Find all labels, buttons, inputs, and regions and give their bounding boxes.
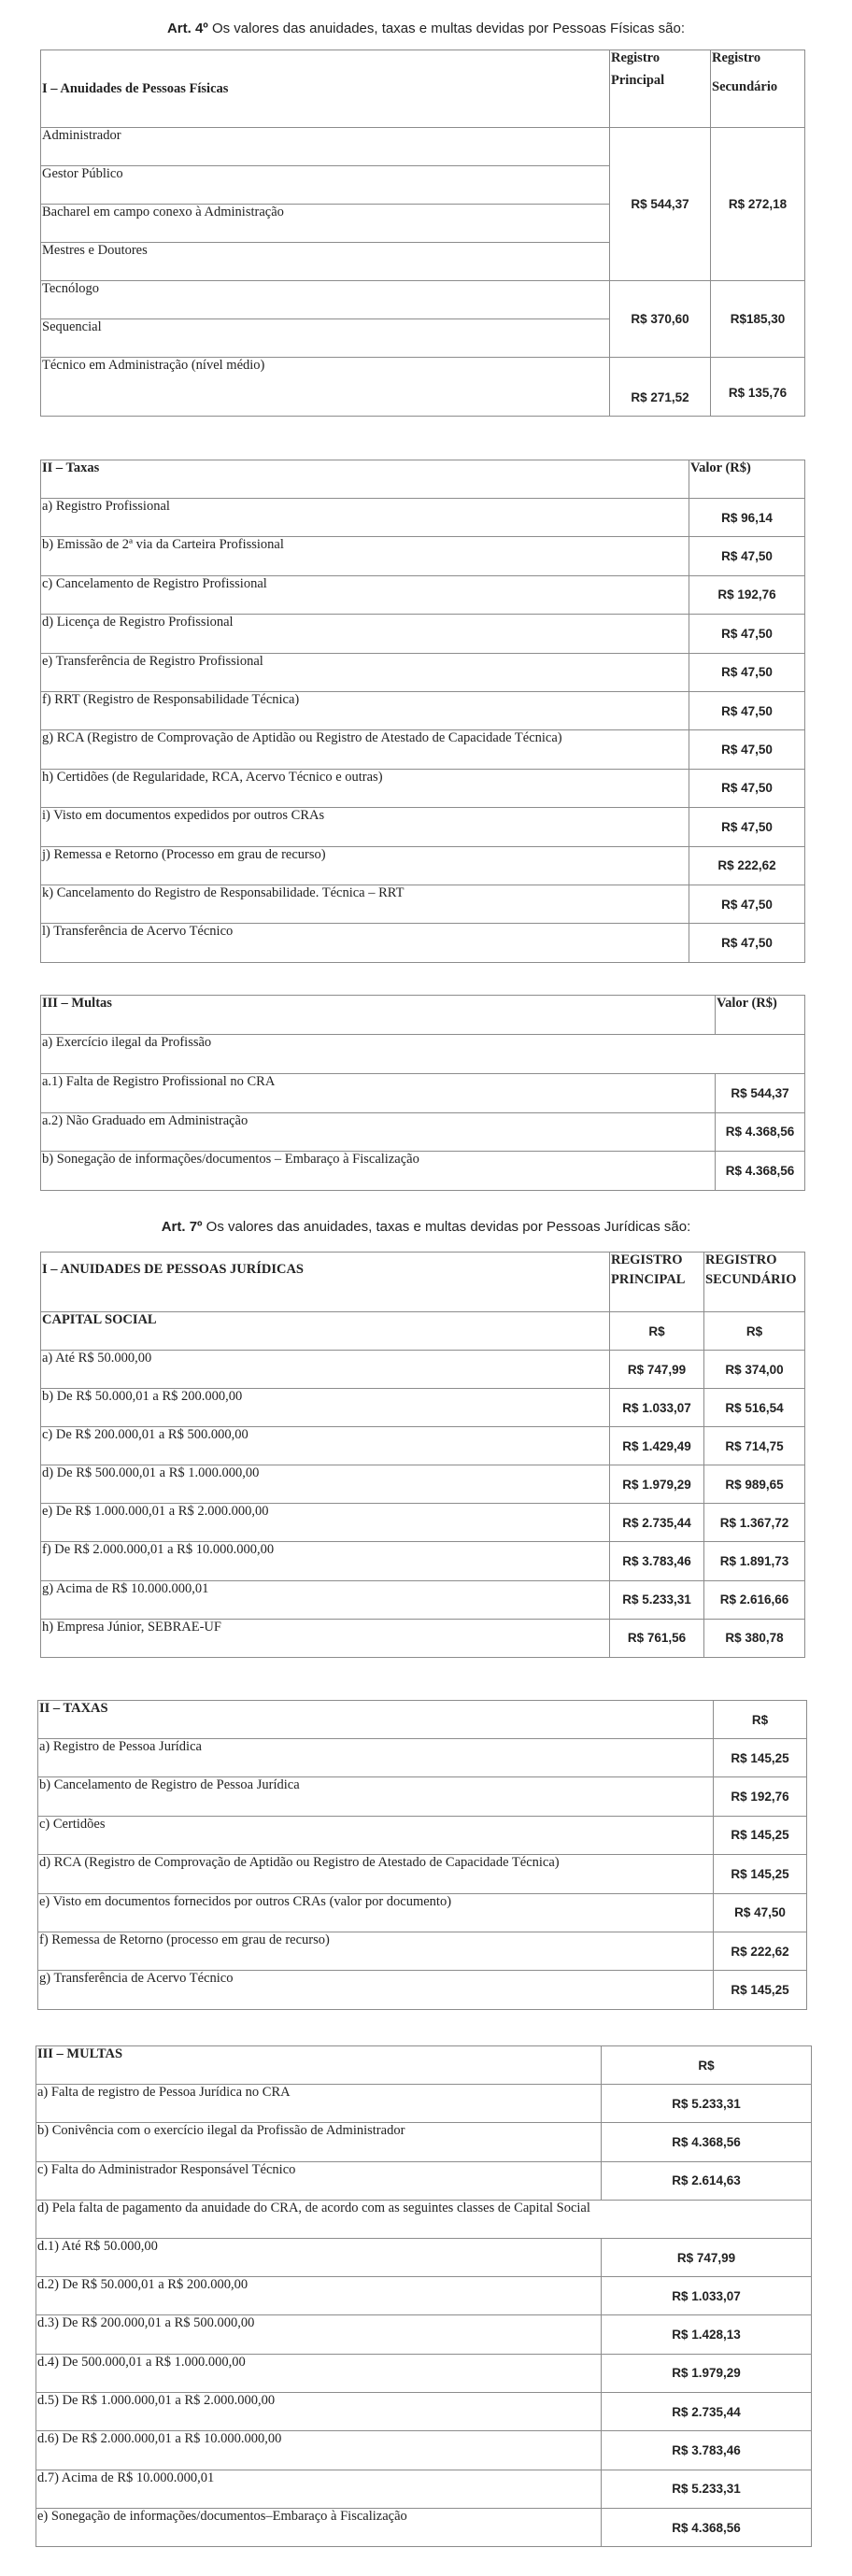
pj-taxa-row-value: R$ 145,25 — [714, 1816, 807, 1854]
pj-anuidade-row — [41, 1580, 805, 1619]
pf-taxa-row-label: l) Transferência de Acervo Técnico — [41, 924, 689, 962]
pj-anuidade-row — [41, 1351, 805, 1389]
pf-taxa-row-label: k) Cancelamento do Registro de Responsabilidade. Técnica – RRT — [41, 885, 689, 923]
pj-taxa-row-value: R$ 145,25 — [714, 1855, 807, 1893]
pf-taxas-table — [40, 460, 805, 963]
pj-anuidade-row-secundario: R$ 1.367,72 — [704, 1504, 805, 1542]
pj-anuidade-row — [41, 1619, 805, 1657]
pf-taxa-row-label: j) Remessa e Retorno (Processo em grau de recurso) — [41, 846, 689, 885]
pj-taxa-row — [38, 1739, 807, 1777]
pj-anuidade-row-label: a) Até R$ 50.000,00 — [41, 1351, 610, 1389]
art7-heading-bold: Art. 7º — [161, 1219, 203, 1235]
pj-taxa-row-label: b) Cancelamento de Registro de Pessoa Jurídica — [38, 1777, 714, 1816]
pj-multa-row — [36, 2315, 812, 2354]
art7-heading — [0, 1219, 852, 1235]
pj-anuidade-row-secundario: R$ 989,65 — [704, 1465, 805, 1504]
pj-anuidade-row-label: e) De R$ 1.000.000,01 a R$ 2.000.000,00 — [41, 1504, 610, 1542]
pf-anuidades-title: I – Anuidades de Pessoas Físicas — [41, 50, 610, 128]
pj-taxa-row-label: a) Registro de Pessoa Jurídica — [38, 1739, 714, 1777]
art4-heading-bold: Art. 4º — [166, 21, 208, 36]
pf-anuidades-col-principal: Registro Principal — [610, 50, 711, 128]
pj-taxas-title: II – TAXAS — [38, 1701, 714, 1739]
pf-anuidade-item: Gestor Público — [41, 166, 610, 205]
pf-taxa-row — [41, 846, 805, 885]
pf-multa-row — [41, 1112, 805, 1152]
pj-anuidade-row-principal: R$ 1.429,49 — [610, 1427, 704, 1465]
pf-taxa-row — [41, 537, 805, 575]
pj-multa-row-label: a) Falta de registro de Pessoa Jurídica no CRA — [36, 2085, 602, 2123]
pj-multa-row-value: R$ 1.428,13 — [602, 2315, 812, 2354]
pf-multa-row-label: b) Sonegação de informações/documentos – Embaraço à Fiscalização — [41, 1152, 716, 1191]
pj-multa-row-label: d.1) Até R$ 50.000,00 — [36, 2238, 602, 2276]
pj-multa-row-value: R$ 2.735,44 — [602, 2393, 812, 2431]
pj-multa-row — [36, 2393, 812, 2431]
pj-anuidade-row — [41, 1504, 805, 1542]
pf-multa-row-value: R$ 4.368,56 — [716, 1152, 805, 1191]
pj-multa-row-value: R$ 747,99 — [602, 2238, 812, 2276]
pj-taxas-value-header: R$ — [714, 1701, 807, 1739]
pj-taxa-row — [38, 1971, 807, 2009]
pf-taxa-row-value: R$ 96,14 — [689, 499, 805, 537]
pj-currency-principal: R$ — [610, 1312, 704, 1351]
pf-taxa-row-label: i) Visto em documentos expedidos por outros CRAs — [41, 808, 689, 846]
pj-taxa-row — [38, 1777, 807, 1816]
pj-multa-row-label: d.4) De 500.000,01 a R$ 1.000.000,00 — [36, 2354, 602, 2392]
pj-multa-row — [36, 2431, 812, 2470]
pf-taxa-row-label: d) Licença de Registro Profissional — [41, 615, 689, 653]
pf-anuidade-item: Administrador — [41, 128, 610, 166]
pf-taxa-row-value: R$ 192,76 — [689, 575, 805, 614]
pf-taxa-row — [41, 575, 805, 614]
pf-multa-row — [41, 1074, 805, 1113]
pf-multas-title: III – Multas — [41, 996, 716, 1035]
pf-anuidade-secundario-value: R$185,30 — [711, 281, 805, 358]
pf-multas-table — [40, 995, 805, 1191]
pj-multa-row-value: R$ 1.979,29 — [602, 2354, 812, 2392]
pf-multa-row-value: R$ 544,37 — [716, 1074, 805, 1113]
pf-multa-row-label: a.2) Não Graduado em Administração — [41, 1112, 716, 1152]
pf-taxa-row-label: f) RRT (Registro de Responsabilidade Técnica) — [41, 691, 689, 729]
pf-taxas-title: II – Taxas — [41, 460, 689, 499]
pj-anuidade-row-secundario: R$ 380,78 — [704, 1619, 805, 1657]
pj-taxa-row-value: R$ 192,76 — [714, 1777, 807, 1816]
pj-anuidade-row — [41, 1465, 805, 1504]
pj-multa-row-value: R$ 3.783,46 — [602, 2431, 812, 2470]
pf-taxa-row-label: g) RCA (Registro de Comprovação de Aptidão ou Registro de Atestado de Capacidade Técnica) — [41, 730, 689, 769]
pj-anuidade-row-secundario: R$ 1.891,73 — [704, 1542, 805, 1580]
pj-taxa-row — [38, 1932, 807, 1970]
pj-multas-section: d) Pela falta de pagamento da anuidade do CRA, de acordo com as seguintes classes de Capital Social — [36, 2200, 812, 2238]
pj-anuidades-title: I – ANUIDADES DE PESSOAS JURÍDICAS — [41, 1253, 610, 1312]
pj-anuidade-row-secundario: R$ 714,75 — [704, 1427, 805, 1465]
pf-taxa-row-value: R$ 47,50 — [689, 885, 805, 923]
pf-multa-row — [41, 1152, 805, 1191]
pj-currency-secundario: R$ — [704, 1312, 805, 1351]
pj-anuidade-row-principal: R$ 1.979,29 — [610, 1465, 704, 1504]
pf-taxa-row-label: c) Cancelamento de Registro Profissional — [41, 575, 689, 614]
pf-anuidade-secundario-value: R$ 135,76 — [711, 358, 805, 417]
pj-taxa-row-label: g) Transferência de Acervo Técnico — [38, 1971, 714, 2009]
pf-anuidade-item: Tecnólogo — [41, 281, 610, 319]
pj-anuidades-col-principal: REGISTRO PRINCIPAL — [610, 1253, 704, 1312]
pj-anuidade-row-label: b) De R$ 50.000,01 a R$ 200.000,00 — [41, 1389, 610, 1427]
pj-taxa-row-label: f) Remessa de Retorno (processo em grau de recurso) — [38, 1932, 714, 1970]
pj-taxa-row-label: d) RCA (Registro de Comprovação de Aptidão ou Registro de Atestado de Capacidade Técnica) — [38, 1855, 714, 1893]
pj-multa-row-label: d.7) Acima de R$ 10.000.000,01 — [36, 2470, 602, 2508]
pj-multa-row-value: R$ 1.033,07 — [602, 2277, 812, 2315]
pj-anuidade-row-secundario: R$ 374,00 — [704, 1351, 805, 1389]
pf-taxa-row-value: R$ 222,62 — [689, 846, 805, 885]
pj-multa-row-label: c) Falta do Administrador Responsável Técnico — [36, 2161, 602, 2200]
pj-anuidade-row-label: c) De R$ 200.000,01 a R$ 500.000,00 — [41, 1427, 610, 1465]
pf-multas-section: a) Exercício ilegal da Profissão — [41, 1035, 805, 1074]
pf-taxas-value-header: Valor (R$) — [689, 460, 805, 499]
pf-anuidade-item: Sequencial — [41, 319, 610, 358]
pf-taxa-row-value: R$ 47,50 — [689, 924, 805, 962]
pj-anuidade-row-label: d) De R$ 500.000,01 a R$ 1.000.000,00 — [41, 1465, 610, 1504]
pf-taxa-row — [41, 653, 805, 691]
pj-anuidade-row-principal: R$ 761,56 — [610, 1619, 704, 1657]
pj-multa-row-value: R$ 4.368,56 — [602, 2123, 812, 2161]
pj-multas-title: III – MULTAS — [36, 2046, 602, 2085]
pj-taxas-table — [37, 1700, 807, 2010]
pj-capital-social-header: CAPITAL SOCIAL — [41, 1312, 610, 1351]
pj-anuidade-row-principal: R$ 3.783,46 — [610, 1542, 704, 1580]
pj-multa-row — [36, 2354, 812, 2392]
pf-anuidade-principal-value: R$ 544,37 — [610, 128, 711, 281]
pj-anuidade-row-label: g) Acima de R$ 10.000.000,01 — [41, 1580, 610, 1619]
pf-taxa-row — [41, 808, 805, 846]
pj-multa-row — [36, 2238, 812, 2276]
pf-taxa-row — [41, 769, 805, 807]
pj-multa-row-value: R$ 4.368,56 — [602, 2508, 812, 2546]
pj-anuidade-row-principal: R$ 2.735,44 — [610, 1504, 704, 1542]
pj-multa-row-label: d.6) De R$ 2.000.000,01 a R$ 10.000.000,00 — [36, 2431, 602, 2470]
pj-anuidades-table — [40, 1252, 805, 1658]
pj-multa-row-value: R$ 2.614,63 — [602, 2161, 812, 2200]
pf-taxa-row — [41, 499, 805, 537]
pj-multa-row-value: R$ 5.233,31 — [602, 2470, 812, 2508]
pj-multa-row-label: e) Sonegação de informações/documentos–Embaraço à Fiscalização — [36, 2508, 602, 2546]
pf-taxa-row — [41, 615, 805, 653]
pf-taxa-row-value: R$ 47,50 — [689, 730, 805, 769]
pj-multa-row — [36, 2470, 812, 2508]
pf-taxa-row-value: R$ 47,50 — [689, 769, 805, 807]
pf-anuidade-item: Mestres e Doutores — [41, 243, 610, 281]
pj-anuidades-col-secundario: REGISTRO SECUNDÁRIO — [704, 1253, 805, 1312]
pj-multa-row-value: R$ 5.233,31 — [602, 2085, 812, 2123]
pj-multas-table — [36, 2045, 812, 2547]
pj-multa-section-row — [36, 2200, 812, 2238]
art4-heading — [0, 21, 852, 36]
pj-taxa-row — [38, 1816, 807, 1854]
art7-heading-text: Os valores das anuidades, taxas e multas devidas por Pessoas Jurídicas são: — [202, 1219, 691, 1235]
pj-taxa-row-value: R$ 145,25 — [714, 1739, 807, 1777]
pj-taxa-row-value: R$ 145,25 — [714, 1971, 807, 2009]
pf-multa-row-value: R$ 4.368,56 — [716, 1112, 805, 1152]
art4-heading-text: Os valores das anuidades, taxas e multas devidas por Pessoas Físicas são: — [207, 21, 686, 36]
pj-anuidade-row — [41, 1542, 805, 1580]
pj-multa-row-label: d.3) De R$ 200.000,01 a R$ 500.000,00 — [36, 2315, 602, 2354]
pf-anuidade-item: Técnico em Administração (nível médio) — [41, 358, 610, 417]
pj-multa-row-label: d.5) De R$ 1.000.000,01 a R$ 2.000.000,00 — [36, 2393, 602, 2431]
pf-anuidade-principal-value: R$ 271,52 — [610, 358, 711, 417]
pf-anuidade-secundario-value: R$ 272,18 — [711, 128, 805, 281]
pj-multa-row — [36, 2277, 812, 2315]
pf-taxa-row — [41, 885, 805, 923]
pf-taxa-row — [41, 924, 805, 962]
pj-anuidade-row — [41, 1427, 805, 1465]
pf-taxa-row-label: h) Certidões (de Regularidade, RCA, Acervo Técnico e outras) — [41, 769, 689, 807]
pj-anuidade-row-principal: R$ 1.033,07 — [610, 1389, 704, 1427]
pf-anuidade-principal-value: R$ 370,60 — [610, 281, 711, 358]
pj-anuidade-row-principal: R$ 5.233,31 — [610, 1580, 704, 1619]
pj-taxa-row — [38, 1855, 807, 1893]
pf-taxa-row-value: R$ 47,50 — [689, 808, 805, 846]
pj-taxa-row — [38, 1893, 807, 1932]
pj-anuidade-row-secundario: R$ 2.616,66 — [704, 1580, 805, 1619]
pf-taxa-row — [41, 730, 805, 769]
pf-taxa-row-value: R$ 47,50 — [689, 537, 805, 575]
pj-multa-row-label: d.2) De R$ 50.000,01 a R$ 200.000,00 — [36, 2277, 602, 2315]
pf-taxa-row-value: R$ 47,50 — [689, 615, 805, 653]
pj-taxa-row-label: e) Visto em documentos fornecidos por outros CRAs (valor por documento) — [38, 1893, 714, 1932]
pf-anuidades-col-secundario: Registro Secundário — [711, 50, 805, 128]
pj-taxa-row-label: c) Certidões — [38, 1816, 714, 1854]
pj-anuidade-row-label: f) De R$ 2.000.000,01 a R$ 10.000.000,00 — [41, 1542, 610, 1580]
pj-multa-row-label: b) Conivência com o exercício ilegal da Profissão de Administrador — [36, 2123, 602, 2161]
pj-anuidade-row-principal: R$ 747,99 — [610, 1351, 704, 1389]
pf-taxa-row-label: a) Registro Profissional — [41, 499, 689, 537]
pj-anuidade-row-label: h) Empresa Júnior, SEBRAE-UF — [41, 1619, 610, 1657]
pf-anuidade-item: Bacharel em campo conexo à Administração — [41, 205, 610, 243]
pf-taxa-row-value: R$ 47,50 — [689, 653, 805, 691]
pf-taxa-row-value: R$ 47,50 — [689, 691, 805, 729]
pf-multas-value-header: Valor (R$) — [716, 996, 805, 1035]
pf-taxa-row-label: e) Transferência de Registro Profissional — [41, 653, 689, 691]
pf-anuidades-table — [40, 50, 805, 417]
pj-anuidade-row — [41, 1389, 805, 1427]
pj-multa-row — [36, 2161, 812, 2200]
pf-taxa-row — [41, 691, 805, 729]
pj-taxa-row-value: R$ 47,50 — [714, 1893, 807, 1932]
pj-taxa-row-value: R$ 222,62 — [714, 1932, 807, 1970]
pf-multa-row-label: a.1) Falta de Registro Profissional no CRA — [41, 1074, 716, 1113]
pj-anuidade-row-secundario: R$ 516,54 — [704, 1389, 805, 1427]
pf-taxa-row-label: b) Emissão de 2ª via da Carteira Profissional — [41, 537, 689, 575]
pj-multa-row — [36, 2123, 812, 2161]
pj-multa-row — [36, 2508, 812, 2546]
pj-multa-row — [36, 2085, 812, 2123]
pj-multas-value-header: R$ — [602, 2046, 812, 2085]
